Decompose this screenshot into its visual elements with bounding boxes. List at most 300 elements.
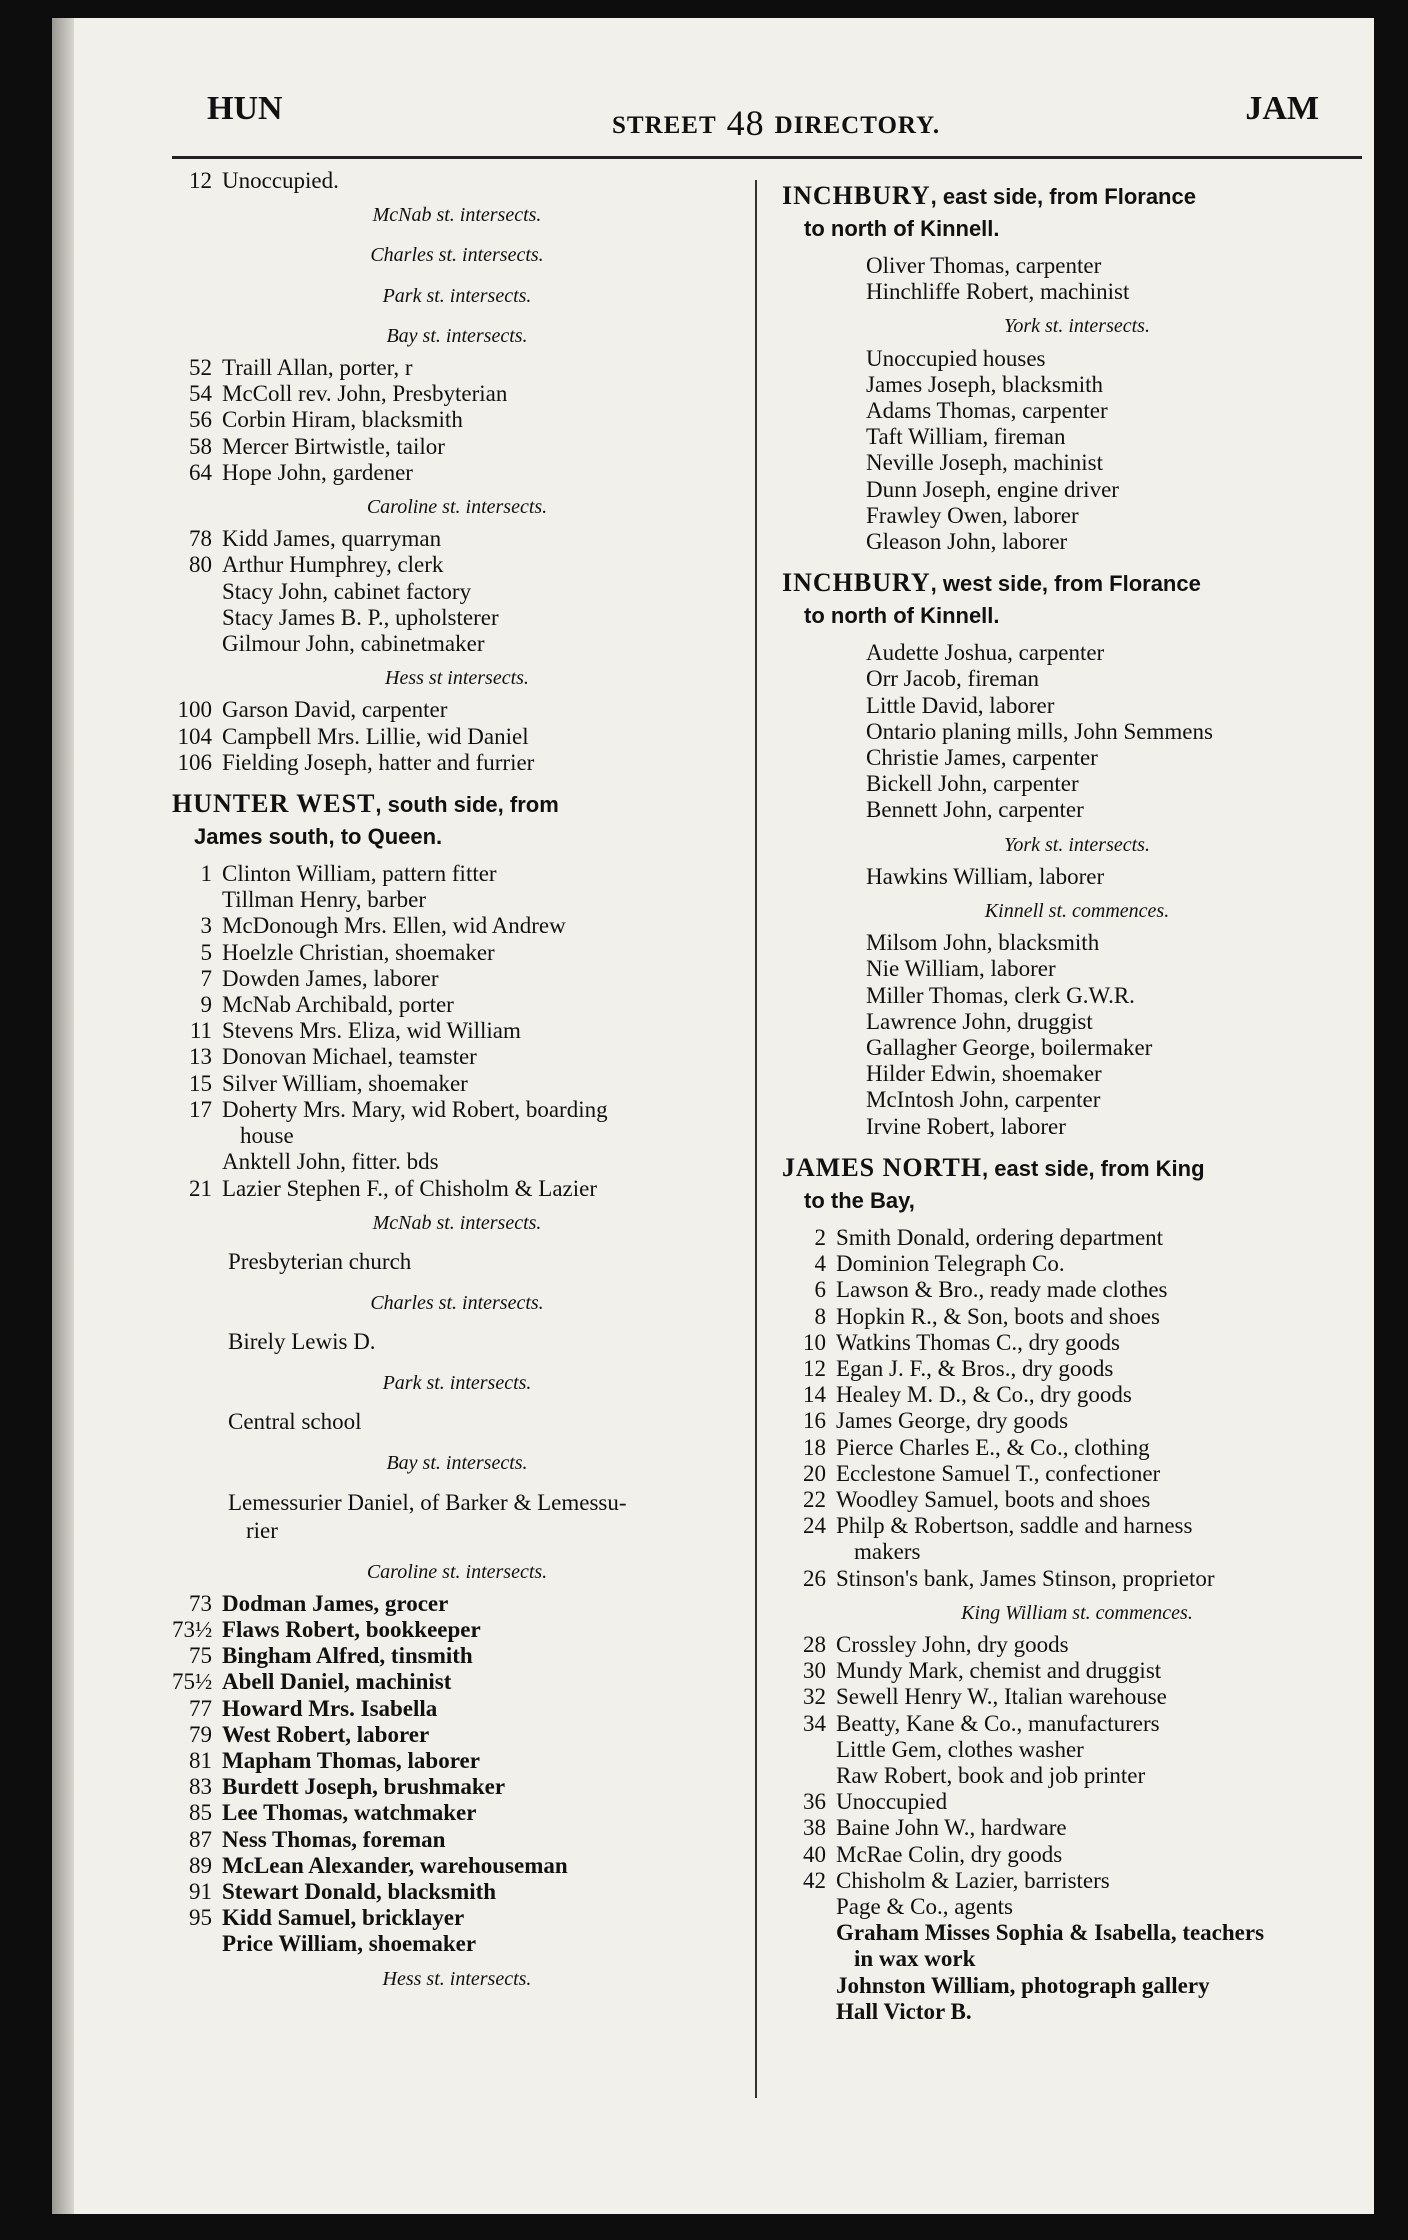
house-number: 20 [803,1460,826,1486]
entry-text [222,407,463,433]
entry-text [222,1853,568,1879]
entry-text [836,1973,1210,1999]
entry-text [836,1225,1163,1251]
entry-name: McNab Archibald, porter [222,992,454,1018]
listing-entry [782,1842,1372,1868]
entry-text [866,398,1108,424]
header-directory: DIRECTORY. [774,112,941,139]
entry-text [836,1632,1069,1658]
entry-name: Clinton William, pattern fitter [222,861,497,887]
house-number: 73 [189,1590,212,1616]
entry-name: Lawrence John, druggist [866,1008,1093,1034]
directory-page [52,18,1374,2214]
entry-text [866,477,1119,503]
entry-text [836,1920,1264,1972]
entry-name: Christie James, carpenter [866,745,1098,771]
entry-text [836,1894,1013,1920]
entry-name: Stevens Mrs. Eliza, wid William [222,1018,521,1044]
entry-text [222,460,413,486]
page-number: 48 [726,103,765,143]
house-number: 36 [803,1789,826,1815]
listing-entry [172,1800,742,1826]
house-number [812,640,866,666]
entry-text [866,253,1101,279]
entry-text [222,631,485,657]
house-number: 75 [189,1643,212,1669]
house-number [812,1061,866,1087]
entry-name: McIntosh John, carpenter [866,1087,1101,1113]
listing-entry [172,1322,742,1362]
house-number: 38 [803,1815,826,1841]
entry-text [866,797,1084,823]
intersection-note: Bay st. intersects. [386,1452,528,1475]
entry-name: Lawson & Bro., ready made clothes [836,1277,1168,1303]
entry-text [866,1009,1093,1035]
listing-entry [172,1643,742,1669]
entry-name: Silver William, shoemaker [222,1070,468,1096]
entry-name: Howard Mrs. Isabella [222,1695,438,1721]
entry-name: Little David, laborer [866,692,1055,718]
house-number: 21 [189,1175,212,1201]
house-number: 22 [803,1486,826,1512]
listing-entry [782,1009,1372,1035]
intersection-note: Park st. intersects. [382,284,532,307]
house-number: 40 [803,1841,826,1867]
listing-entry [782,693,1372,719]
listing-entry [782,1815,1372,1841]
listing-entry [172,1149,742,1175]
entry-name: Hopkin R., & Son, boots and shoes [836,1303,1160,1329]
entry-name: Gleason John, laborer [866,529,1068,555]
listing-entry [172,1774,742,1800]
listing-entry [782,1114,1372,1140]
entry-text [866,529,1067,555]
entry-text [222,913,566,939]
entry-text [836,1461,1160,1487]
page-edge [52,18,74,2214]
entry-text [866,983,1135,1009]
entry-text [836,1815,1067,1841]
entry-text [836,1435,1150,1461]
house-number [812,1035,866,1061]
street-name: INCHBURY [782,568,931,598]
intersection-note: York st. intersects. [1004,315,1150,338]
house-number: 9 [200,992,212,1018]
entry-name: Stacy John, cabinet factory [222,578,472,604]
intersection-note: Caroline st. intersects. [366,1560,548,1583]
entry-text [222,1774,505,1800]
entry-text [222,1149,439,1175]
street-extent: to north of Kinnell. [804,216,1000,241]
entry-name: Smith Donald, ordering department [836,1224,1164,1250]
house-number: 58 [189,433,212,459]
header-center [612,102,940,162]
entry-name: Hoelzle Christian, shoemaker [222,939,495,965]
street-extent: to the Bay, [804,1187,915,1213]
entry-name: Chisholm & Lazier, barristers [836,1867,1110,1893]
entry-name: McLean Alexander, warehouseman [222,1852,568,1878]
listing-entry [782,1711,1372,1737]
entry-name: Hope John, gardener [222,459,413,485]
house-number: 16 [803,1408,826,1434]
entry-text [866,930,1099,956]
house-number: 52 [189,355,212,381]
listing-entry [172,168,742,194]
street-direction: , east side, from King [982,1155,1205,1181]
entry-text [836,1513,1192,1565]
house-number: 14 [803,1382,826,1408]
intersection-note: King William st. commences. [961,1601,1193,1624]
entry-name: Bickell John, carpenter [866,771,1079,797]
listing-entry [782,1920,1372,1972]
entry-text [866,1114,1066,1140]
listing-entry [782,1632,1372,1658]
entry-text [222,1097,608,1149]
house-number [812,1114,866,1140]
entry-text [836,1999,972,2025]
entry-name: Tillman Henry, barber [222,887,426,913]
left-column [172,168,742,1998]
street-direction: , west side, from Florance [930,571,1201,597]
entry-name: Traill Allan, porter, r [222,355,413,381]
entry-text [222,1696,437,1722]
house-number: 17 [189,1096,212,1122]
entry-text [222,1905,464,1931]
entry-name: Neville Joseph, machinist [866,450,1103,476]
house-number: 56 [189,407,212,433]
entry-text [866,1035,1152,1061]
entry-text [866,640,1104,666]
listing-entry [782,1684,1372,1710]
entry-name: Kidd James, quarryman [222,526,442,552]
entry-name: Page & Co., agents [836,1893,1013,1919]
listing-entry [172,1905,742,1931]
listing-entry [782,398,1372,424]
entry-name: McDonough Mrs. Ellen, wid Andrew [222,913,566,939]
listing-entry [172,1827,742,1853]
listing-entry [782,1330,1372,1356]
street-direction: , east side, from Florance [930,184,1196,209]
entry-text [836,1868,1110,1894]
listing-entry [782,424,1372,450]
entry-name: James Joseph, blacksmith [866,371,1103,397]
house-number: 26 [803,1565,826,1591]
entry-name: Johnston William, photograph gallery [836,1972,1210,1998]
house-number [172,605,222,631]
house-number: 32 [803,1684,826,1710]
entry-text [222,434,445,460]
entry-text [836,1251,1065,1277]
house-number: 10 [803,1329,826,1355]
listing-entry [172,605,742,631]
house-number: 42 [803,1867,826,1893]
entry-text [836,1684,1167,1710]
entry-name: Hinchliffe Robert, machinist [866,279,1130,305]
intersection-note: McNab st. intersects. [372,204,542,227]
house-number: 89 [189,1852,212,1878]
house-number [812,477,866,503]
entry-text [222,1827,445,1853]
entry-text [222,1176,597,1202]
entry-name: Bennett John, carpenter [866,797,1084,823]
house-number [812,346,866,372]
house-number: 75½ [172,1669,213,1695]
house-number: 8 [814,1303,826,1329]
listing-entry [172,1696,742,1722]
entry-text [866,771,1079,797]
listing-entry [172,631,742,657]
entry-text [836,1382,1132,1408]
entry-text [866,719,1213,745]
entry-text [836,1842,1062,1868]
entry-name: Gilmour John, cabinetmaker [222,631,485,657]
entry-text [866,424,1066,450]
listing-entry [172,1669,742,1695]
listing-entry [782,1035,1372,1061]
entry-name: Campbell Mrs. Lillie, wid Daniel [222,723,529,749]
entry-text [836,1277,1168,1303]
entry-name: McRae Colin, dry goods [836,1841,1063,1867]
listing-entry [782,1356,1372,1382]
entry-text [222,1931,476,1957]
listing-entry [172,992,742,1018]
house-number: 80 [189,552,212,578]
entry-text [866,745,1098,771]
listing-entry [172,1402,742,1442]
listing-entry [782,1487,1372,1513]
entry-text [222,750,534,776]
entry-name: Gallagher George, boilermaker [866,1035,1153,1061]
entry-name: Beatty, Kane & Co., manufacturers [836,1710,1160,1736]
entry-name: Unoccupied houses [866,345,1046,371]
house-number: 30 [803,1658,826,1684]
entry-text [836,1789,947,1815]
house-number: 78 [189,526,212,552]
entry-name: Fielding Joseph, hatter and furrier [222,749,535,775]
house-number [812,1009,866,1035]
entry-name: Miller Thomas, clerk G.W.R. [866,982,1135,1008]
house-number [812,398,866,424]
entry-name: Graham Misses Sophia & Isabella, teachers [836,1920,1265,1946]
entry-name: Pierce Charles E., & Co., clothing [836,1434,1150,1460]
entry-text [222,697,447,723]
house-number [812,771,866,797]
listing-entry [782,1277,1372,1303]
house-number [812,529,866,555]
listing-entry [172,750,742,776]
street-direction: , south side, from [375,792,559,818]
entry-name: Lee Thomas, watchmaker [222,1800,477,1826]
entry-name: Stinson's bank, James Stinson, proprietor [836,1565,1215,1591]
entry-text: Central school [228,1409,362,1435]
street-extent: to north of Kinnell. [804,603,1000,629]
street-name: INCHBURY [782,181,931,210]
entry-text [222,724,529,750]
entry-text [222,355,413,381]
entry-name: Milsom John, blacksmith [866,930,1100,956]
house-number: 18 [803,1434,826,1460]
entry-continuation: in wax work [854,1946,976,1972]
listing-entry [782,1304,1372,1330]
listing-entry [172,552,742,578]
house-number [812,279,866,305]
house-number: 1 [200,861,212,887]
entry-text [836,1737,1084,1763]
entry-name: Dodman James, grocer [222,1590,449,1616]
entry-text [222,861,497,887]
entry-name: Mundy Mark, chemist and druggist [836,1658,1162,1684]
listing-entry [782,1566,1372,1592]
house-number: 95 [189,1905,212,1931]
entry-text: Lemessurier Daniel, of Barker & Lemessu- [228,1489,627,1515]
intersection-note: Charles st. intersects. [370,1291,544,1314]
house-number [172,1931,222,1957]
entry-text [836,1711,1160,1737]
listing-entry [782,666,1372,692]
entry-text [222,1748,480,1774]
house-number [812,666,866,692]
listing-entry [172,460,742,486]
entry-text [836,1304,1160,1330]
entry-text: Birely Lewis D. [228,1329,376,1355]
entry-name: Corbin Hiram, blacksmith [222,407,463,433]
listing-entry [172,1617,742,1643]
house-number [812,956,866,982]
house-number: 7 [200,965,212,991]
street-heading [782,1140,1372,1225]
entry-text [866,503,1079,529]
house-number: 83 [189,1774,212,1800]
entry-name: Garson David, carpenter [222,697,448,723]
entry-text [222,1669,451,1695]
house-number: 85 [189,1800,212,1826]
listing-entry [782,1461,1372,1487]
house-number [782,1999,836,2025]
entry-text [836,1566,1215,1592]
entry-text [836,1763,1145,1789]
entry-name: Healey M. D., & Co., dry goods [836,1382,1132,1408]
entry-name: James George, dry goods [836,1408,1069,1434]
entry-name: Little Gem, clothes washer [836,1736,1084,1762]
listing-entry [782,1251,1372,1277]
listing-entry [172,1591,742,1617]
listing-entry [782,529,1372,555]
house-number [812,253,866,279]
house-number [812,450,866,476]
house-number: 91 [189,1878,212,1904]
entry-text [866,372,1103,398]
entry-name: Lazier Stephen F., of Chisholm & Lazier [222,1175,598,1201]
entry-text [222,1722,429,1748]
entry-text [866,1087,1100,1113]
entry-text [866,666,1039,692]
entry-name: Sewell Henry W., Italian warehouse [836,1684,1167,1710]
listing-entry [172,966,742,992]
entry-text [866,864,1104,890]
house-number: 4 [814,1251,826,1277]
listing-entry [172,1483,742,1551]
street-name: HUNTER WEST [172,789,376,819]
entry-continuation: rier [246,1517,278,1543]
entry-name: Irvine Robert, laborer [866,1113,1066,1139]
entry-name: Anktell John, fitter. bds [222,1149,439,1175]
entry-text [222,992,454,1018]
header-street: STREET [612,112,717,139]
house-number: 104 [177,723,212,749]
entry-text [222,1643,473,1669]
listing-entry [782,640,1372,666]
house-number: 11 [189,1018,212,1044]
listing-entry [782,1999,1372,2025]
house-number [812,503,866,529]
entry-text [222,1591,448,1617]
header-right: JAM [1245,90,1319,127]
entry-name: Crossley John, dry goods [836,1631,1069,1657]
street-heading [782,555,1372,640]
entry-name: West Robert, laborer [222,1721,430,1747]
entry-text [836,1408,1068,1434]
entry-text [222,579,471,605]
listing-entry [782,956,1372,982]
entry-text [222,381,507,407]
listing-entry [782,1737,1372,1763]
entry-name: Baine John W., hardware [836,1815,1067,1841]
entry-text [222,168,339,194]
house-number: 15 [189,1070,212,1096]
intersection-note: Charles st. intersects. [370,244,544,267]
house-number [782,1763,836,1789]
entry-text [222,526,441,552]
entry-name: Frawley Owen, laborer [866,502,1079,528]
house-number [782,1920,836,1972]
listing-entry [782,1658,1372,1684]
entry-name: Stacy James B. P., upholsterer [222,604,499,630]
entry-name: Abell Daniel, machinist [222,1669,452,1695]
house-number [812,930,866,956]
listing-entry [782,1513,1372,1565]
listing-entry [782,719,1372,745]
entry-name: Mapham Thomas, laborer [222,1747,480,1773]
house-number: 54 [189,381,212,407]
house-number [812,745,866,771]
house-number [812,1087,866,1113]
entry-name: Hilder Edwin, shoemaker [866,1061,1102,1087]
entry-name: Arthur Humphrey, clerk [222,552,444,578]
listing-entry [172,913,742,939]
street-heading [782,168,1372,253]
house-number: 100 [177,697,212,723]
listing-entry [172,1242,742,1282]
entry-name: Unoccupied [836,1789,948,1815]
house-number [812,983,866,1009]
house-number [812,693,866,719]
entry-name: Mercer Birtwistle, tailor [222,433,445,459]
house-number: 106 [177,749,212,775]
entry-name: Hall Victor B. [836,1998,972,2024]
house-number: 24 [803,1513,826,1539]
listing-entry [782,1894,1372,1920]
listing-entry [782,864,1372,890]
entry-text [836,1487,1150,1513]
entry-name: Hawkins William, laborer [866,863,1105,889]
house-number: 34 [803,1710,826,1736]
listing-entry [782,1789,1372,1815]
house-number: 5 [200,939,212,965]
entry-text [222,1018,521,1044]
entry-text [836,1658,1161,1684]
listing-entry [172,724,742,750]
entry-text [222,1044,477,1070]
